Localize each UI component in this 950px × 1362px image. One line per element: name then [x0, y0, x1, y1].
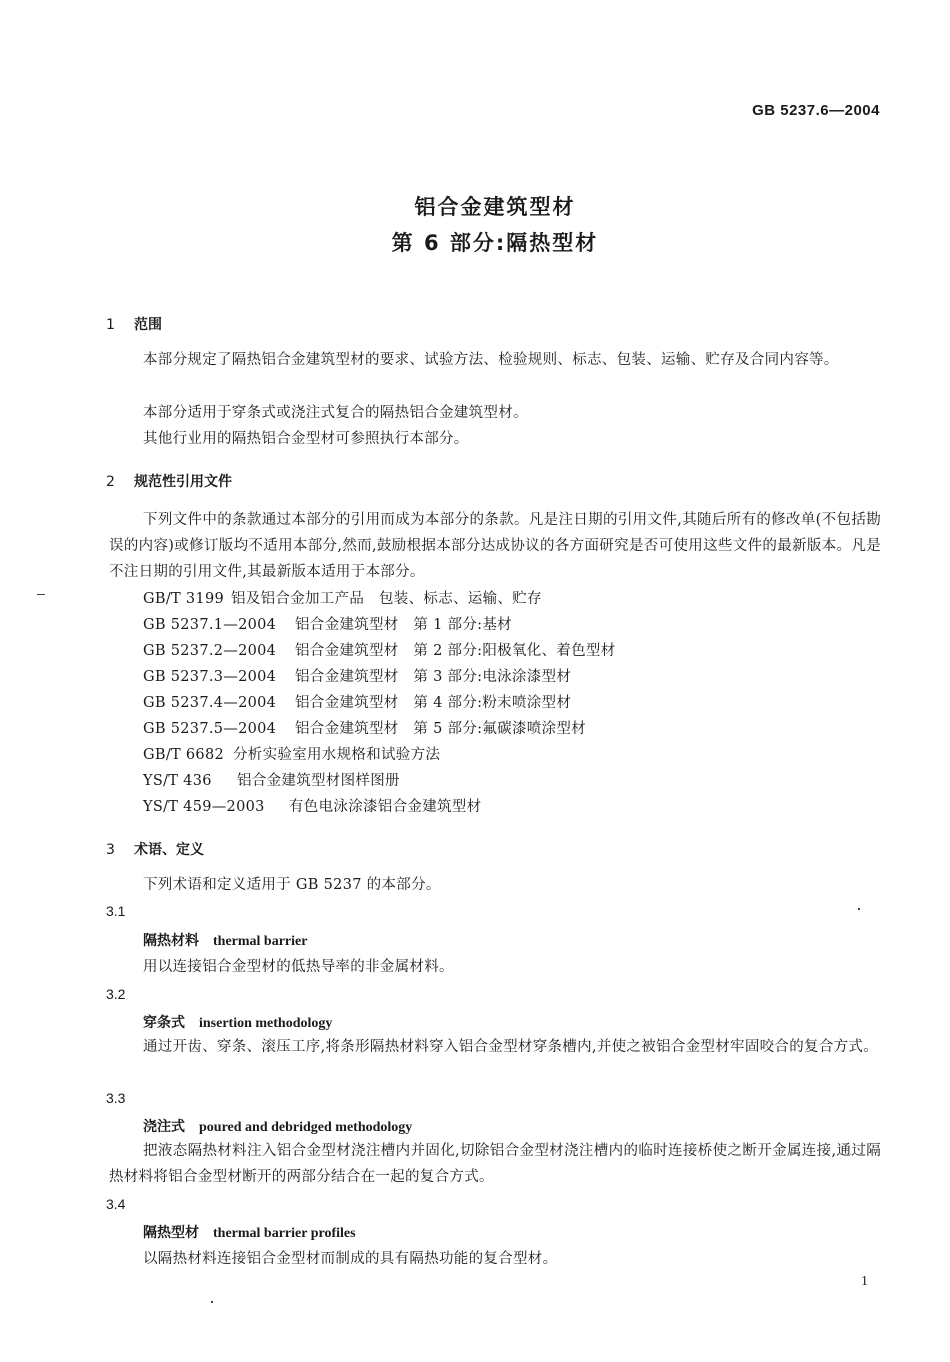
reference-item [143, 691, 571, 712]
section-title: 规范性引用文件 [134, 474, 232, 490]
reference-code: GB 5237.1—2004 [143, 617, 277, 633]
reference-item [143, 639, 616, 660]
reference-item [143, 717, 586, 738]
section-title: 范围 [134, 317, 162, 333]
scope-paragraph-2: 本部分适用于穿条式或浇注式复合的隔热铝合金建筑型材。 [143, 405, 528, 421]
term-zh: 隔热型材 [143, 1225, 199, 1241]
page-number: 1 [861, 1274, 868, 1289]
reference-code: GB 5237.3—2004 [143, 669, 277, 685]
term-en: thermal barrier [213, 934, 308, 949]
reference-title: 铝合金建筑型材 第 4 部分:粉末喷涂型材 [295, 695, 572, 711]
term-heading [143, 1012, 332, 1032]
term-definition: 用以连接铝合金型材的低热导率的非金属材料。 [143, 959, 454, 975]
reference-title: 铝及铝合金加工产品 包装、标志、运输、贮存 [231, 591, 542, 607]
document-subtitle: 第 6 部分:隔热型材 [391, 231, 599, 255]
reference-code: GB 5237.5—2004 [143, 721, 277, 737]
reference-title: 有色电泳涂漆铝合金建筑型材 [289, 799, 482, 815]
reference-item [143, 795, 481, 816]
reference-code: YS/T 459—2003 [143, 799, 265, 815]
reference-title: 铝合金建筑型材 第 5 部分:氟碳漆喷涂型材 [295, 721, 586, 737]
reference-title: 铝合金建筑型材图样图册 [237, 773, 400, 789]
term-en: poured and debridged methodology [199, 1120, 413, 1135]
scope-paragraph-3: 其他行业用的隔热铝合金型材可参照执行本部分。 [143, 431, 469, 447]
clause-number: 3.1 [106, 903, 126, 919]
reference-code: GB/T 3199 [143, 591, 225, 607]
scan-speck [37, 594, 45, 595]
references-intro-paragraph: 下列文件中的条款通过本部分的引用而成为本部分的条款。凡是注日期的引用文件,其随后所有的修改单(不包括勘误的内容)或修订版均不适用本部分,然而,鼓励根据本部分达成协议的各方面研究是否可使用这些文件的最新版本。凡是不注日期的引用文件,其最新版本适用于本部分。 [109, 512, 881, 580]
term-en: thermal barrier profiles [213, 1226, 356, 1241]
term-zh: 隔热材料 [143, 933, 199, 949]
section-heading-scope [106, 314, 162, 334]
clause-number: 3.3 [106, 1090, 126, 1106]
section-number: 2 [106, 474, 115, 490]
scope-paragraph-1: 本部分规定了隔热铝合金建筑型材的要求、试验方法、检验规则、标志、包装、运输、贮存及合同内容等。 [143, 352, 839, 368]
reference-title: 铝合金建筑型材 第 1 部分:基材 [295, 617, 512, 633]
reference-code: GB 5237.2—2004 [143, 643, 277, 659]
reference-title: 分析实验室用水规格和试验方法 [233, 747, 441, 763]
reference-item [143, 665, 571, 686]
clause-number: 3.2 [106, 986, 126, 1002]
reference-title: 铝合金建筑型材 第 2 部分:阳极氧化、着色型材 [295, 643, 616, 659]
reference-title: 铝合金建筑型材 第 3 部分:电泳涂漆型材 [295, 669, 572, 685]
term-heading [143, 930, 307, 950]
section-title: 术语、定义 [134, 842, 204, 858]
reference-code: GB/T 6682 [143, 747, 225, 763]
term-zh: 浇注式 [143, 1119, 185, 1135]
term-zh: 穿条式 [143, 1015, 185, 1031]
document-title: 铝合金建筑型材 [414, 195, 576, 219]
scan-speck [858, 908, 860, 910]
reference-item [143, 743, 440, 764]
section-number: 1 [106, 317, 115, 333]
section-heading-normative-references [106, 471, 232, 491]
section-number: 3 [106, 842, 115, 858]
reference-item [143, 613, 512, 634]
term-heading [143, 1222, 356, 1242]
term-en: insertion methodology [199, 1016, 333, 1031]
clause-number: 3.4 [106, 1196, 126, 1212]
reference-item [143, 587, 542, 608]
terms-intro: 下列术语和定义适用于 GB 5237 的本部分。 [143, 877, 441, 893]
term-heading [143, 1116, 412, 1136]
term-definition: 把液态隔热材料注入铝合金型材浇注槽内并固化,切除铝合金型材浇注槽内的临时连接桥使之断开金属连接,通过隔热材料将铝合金型材断开的两部分结合在一起的复合方式。 [109, 1143, 881, 1185]
reference-code: GB 5237.4—2004 [143, 695, 277, 711]
standard-number: GB 5237.6—2004 [752, 102, 880, 119]
scan-speck [211, 1301, 213, 1303]
term-definition: 以隔热材料连接铝合金型材而制成的具有隔热功能的复合型材。 [143, 1251, 558, 1267]
reference-item [143, 769, 400, 790]
term-definition: 通过开齿、穿条、滚压工序,将条形隔热材料穿入铝合金型材穿条槽内,并使之被铝合金型材牢固咬合的复合方式。 [143, 1039, 879, 1055]
section-heading-terms-definitions [106, 839, 204, 859]
reference-code: YS/T 436 [143, 773, 212, 789]
